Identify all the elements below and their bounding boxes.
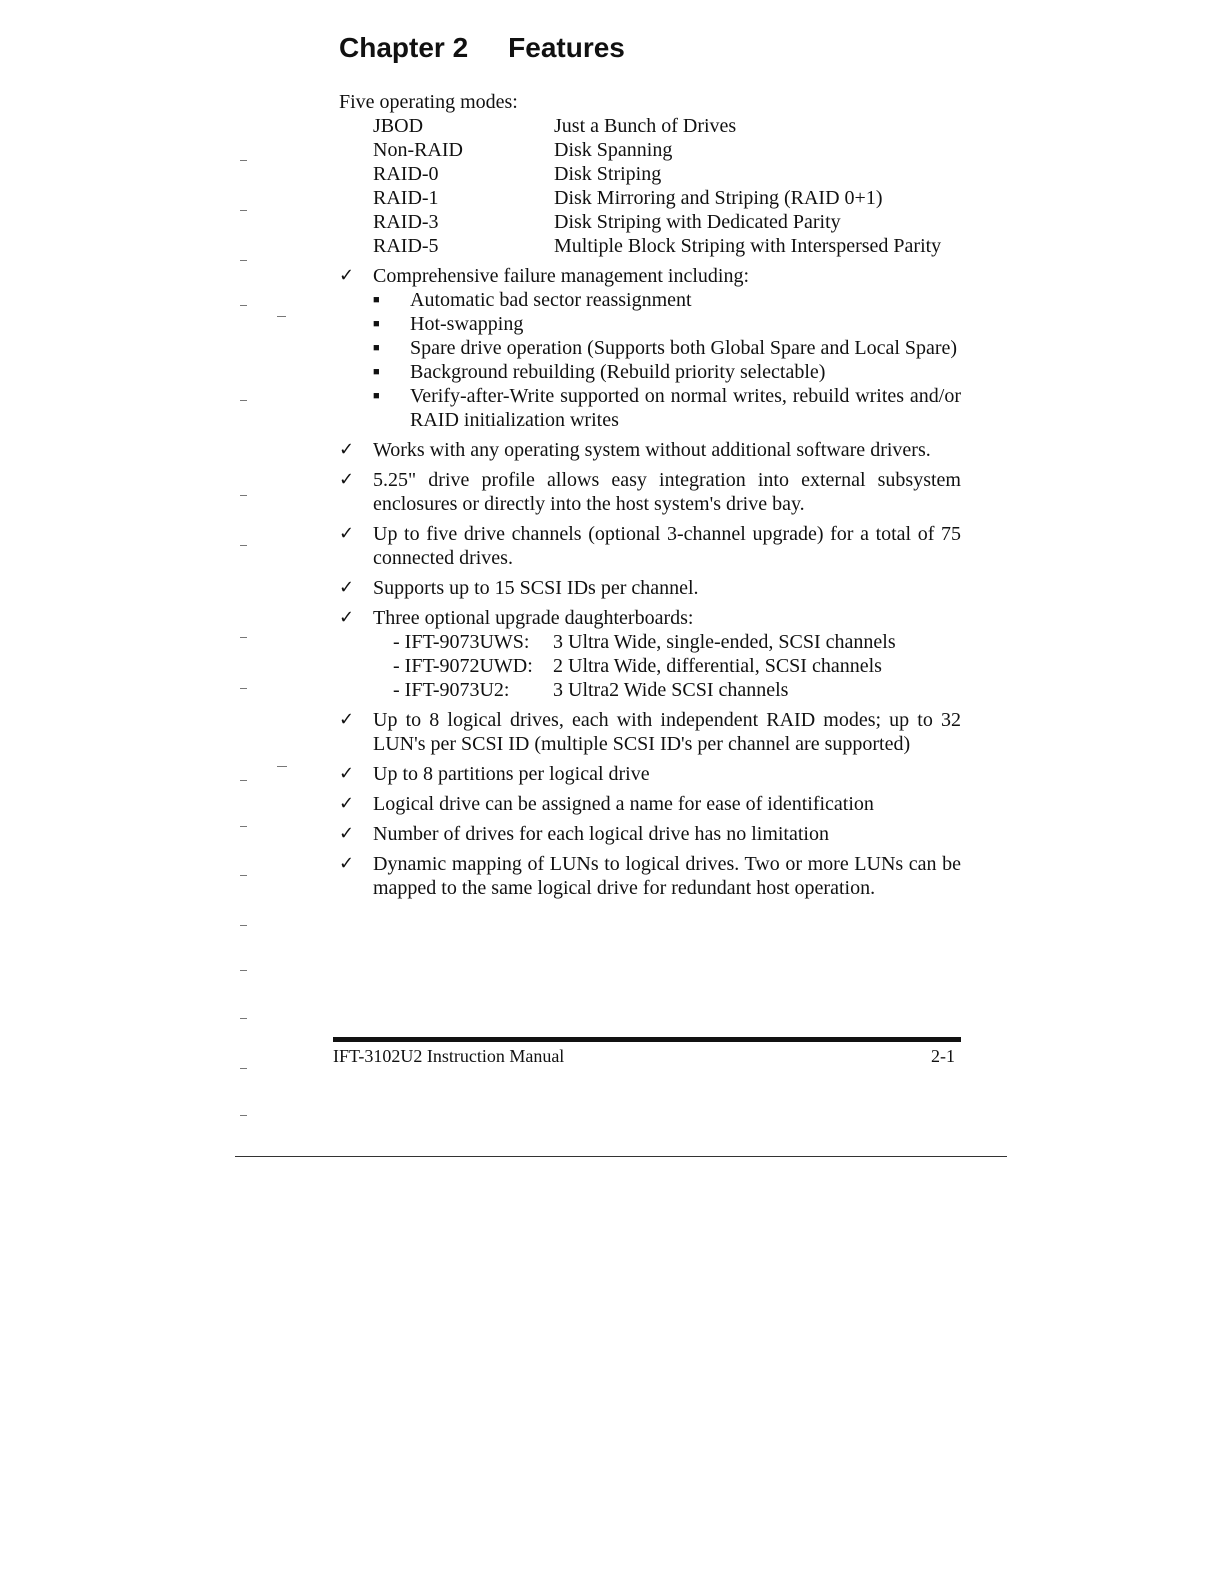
feature-item [339, 852, 961, 900]
scan-artifact [240, 260, 247, 261]
bullet-icon: ■ [373, 294, 380, 306]
mode-row [373, 138, 961, 162]
mode-name: Non-RAID [373, 139, 463, 161]
scan-artifact [240, 210, 247, 211]
feature-item [339, 708, 961, 756]
scan-artifact [277, 766, 287, 767]
daughterboard-list [393, 630, 961, 702]
sub-list-item [373, 336, 961, 360]
bullet-icon: ■ [373, 318, 380, 330]
sub-item-text: Hot-swapping [410, 313, 524, 335]
sub-item-text: Verify-after-Write supported on normal writes, rebuild writes and/or RAID initialization writes [410, 385, 961, 431]
checkmark-icon: ✓ [339, 763, 355, 784]
mode-name: RAID-5 [373, 235, 439, 257]
daughterboard-row [393, 630, 961, 654]
page-bottom-divider [235, 1156, 1007, 1157]
feature-text: 5.25" drive profile allows easy integration into external subsystem enclosures or directly into the host system's drive bay. [373, 469, 961, 515]
feature-text: Up to 8 logical drives, each with independent RAID modes; up to 32 LUN's per SCSI ID (multiple SCSI ID's per channel are supported) [373, 709, 961, 755]
feature-text: Number of drives for each logical drive has no limitation [373, 823, 829, 845]
scan-artifact [240, 495, 247, 496]
sub-item-text: Spare drive operation (Supports both Global Spare and Local Spare) [410, 337, 958, 359]
checkmark-icon: ✓ [339, 523, 355, 544]
bullet-icon: ■ [373, 390, 380, 402]
mode-row [373, 234, 961, 258]
scan-artifact [240, 1115, 247, 1116]
chapter-title: Features [508, 32, 625, 63]
feature-item-upgrade-boards [339, 606, 961, 702]
daughterboard-row [393, 678, 961, 702]
board-model: - IFT-9073UWS: [393, 631, 530, 653]
mode-name: RAID-1 [373, 187, 439, 209]
feature-item [339, 762, 961, 786]
modes-intro: Five operating modes: [339, 91, 518, 113]
board-description: 3 Ultra Wide, single-ended, SCSI channels [553, 631, 896, 653]
scan-artifact [240, 875, 247, 876]
feature-text: Works with any operating system without additional software drivers. [373, 439, 931, 461]
mode-description: Disk Mirroring and Striping (RAID 0+1) [554, 187, 883, 209]
board-model: - IFT-9072UWD: [393, 655, 533, 677]
checkmark-icon: ✓ [339, 793, 355, 814]
scan-artifact [240, 400, 247, 401]
scan-artifact [240, 545, 247, 546]
checkmark-icon: ✓ [339, 577, 355, 598]
footer-manual-title: IFT-3102U2 Instruction Manual [333, 1046, 565, 1066]
feature-text: Three optional upgrade daughterboards: [373, 607, 694, 629]
checkmark-icon: ✓ [339, 709, 355, 730]
scan-artifact [277, 316, 286, 317]
scan-artifact [240, 1068, 247, 1069]
mode-description: Multiple Block Striping with Interspersed Parity [554, 235, 942, 257]
checkmark-icon: ✓ [339, 439, 355, 460]
scan-artifact [240, 925, 247, 926]
chapter-number: Chapter 2 [339, 32, 469, 63]
checkmark-icon: ✓ [339, 853, 355, 874]
feature-text: Logical drive can be assigned a name for ease of identification [373, 793, 874, 815]
checkmark-icon: ✓ [339, 265, 355, 286]
board-model: - IFT-9073U2: [393, 679, 510, 701]
sub-list-item [373, 384, 961, 432]
daughterboard-row [393, 654, 961, 678]
feature-text: Up to five drive channels (optional 3-channel upgrade) for a total of 75 connected drives. [373, 523, 961, 569]
board-description: 3 Ultra2 Wide SCSI channels [553, 679, 789, 701]
mode-row [373, 210, 961, 234]
mode-description: Disk Spanning [554, 139, 673, 161]
scan-artifact [240, 160, 247, 161]
chapter-heading [339, 32, 625, 64]
sub-item-text: Automatic bad sector reassignment [410, 289, 692, 311]
feature-item [339, 822, 961, 846]
feature-item [339, 438, 961, 462]
modes-table [373, 114, 961, 258]
mode-row [373, 114, 961, 138]
scan-artifact [240, 688, 247, 689]
feature-text: Dynamic mapping of LUNs to logical drives. Two or more LUNs can be mapped to the same logical drive for redundant host operation. [373, 853, 961, 899]
feature-text: Comprehensive failure management including: [373, 265, 749, 287]
sub-list-item [373, 312, 961, 336]
sub-item-text: Background rebuilding (Rebuild priority selectable) [410, 361, 826, 383]
footer-divider [333, 1037, 961, 1042]
scan-artifact [240, 780, 247, 781]
board-description: 2 Ultra Wide, differential, SCSI channels [553, 655, 882, 677]
sub-list-item [373, 288, 961, 312]
mode-description: Just a Bunch of Drives [554, 115, 737, 137]
bullet-icon: ■ [373, 366, 380, 378]
feature-item-failure-management [339, 264, 961, 432]
feature-item [339, 792, 961, 816]
mode-description: Disk Striping [554, 163, 662, 185]
checkmark-icon: ✓ [339, 823, 355, 844]
mode-name: JBOD [373, 115, 424, 137]
mode-row [373, 162, 961, 186]
feature-item [339, 522, 961, 570]
feature-item [339, 576, 961, 600]
scan-artifact [240, 1018, 247, 1019]
checkmark-icon: ✓ [339, 607, 355, 628]
sub-list-item [373, 360, 961, 384]
feature-text: Supports up to 15 SCSI IDs per channel. [373, 577, 699, 599]
mode-row [373, 186, 961, 210]
feature-text: Up to 8 partitions per logical drive [373, 763, 650, 785]
scan-artifact [240, 305, 247, 306]
checkmark-icon: ✓ [339, 469, 355, 490]
mode-name: RAID-3 [373, 211, 439, 233]
feature-item [339, 468, 961, 516]
scan-artifact [240, 637, 247, 638]
scan-artifact [240, 970, 247, 971]
feature-list [339, 90, 961, 900]
mode-description: Disk Striping with Dedicated Parity [554, 211, 841, 233]
scan-artifact [240, 826, 247, 827]
footer-page-number: 2-1 [931, 1046, 955, 1066]
bullet-icon: ■ [373, 342, 380, 354]
mode-name: RAID-0 [373, 163, 439, 185]
